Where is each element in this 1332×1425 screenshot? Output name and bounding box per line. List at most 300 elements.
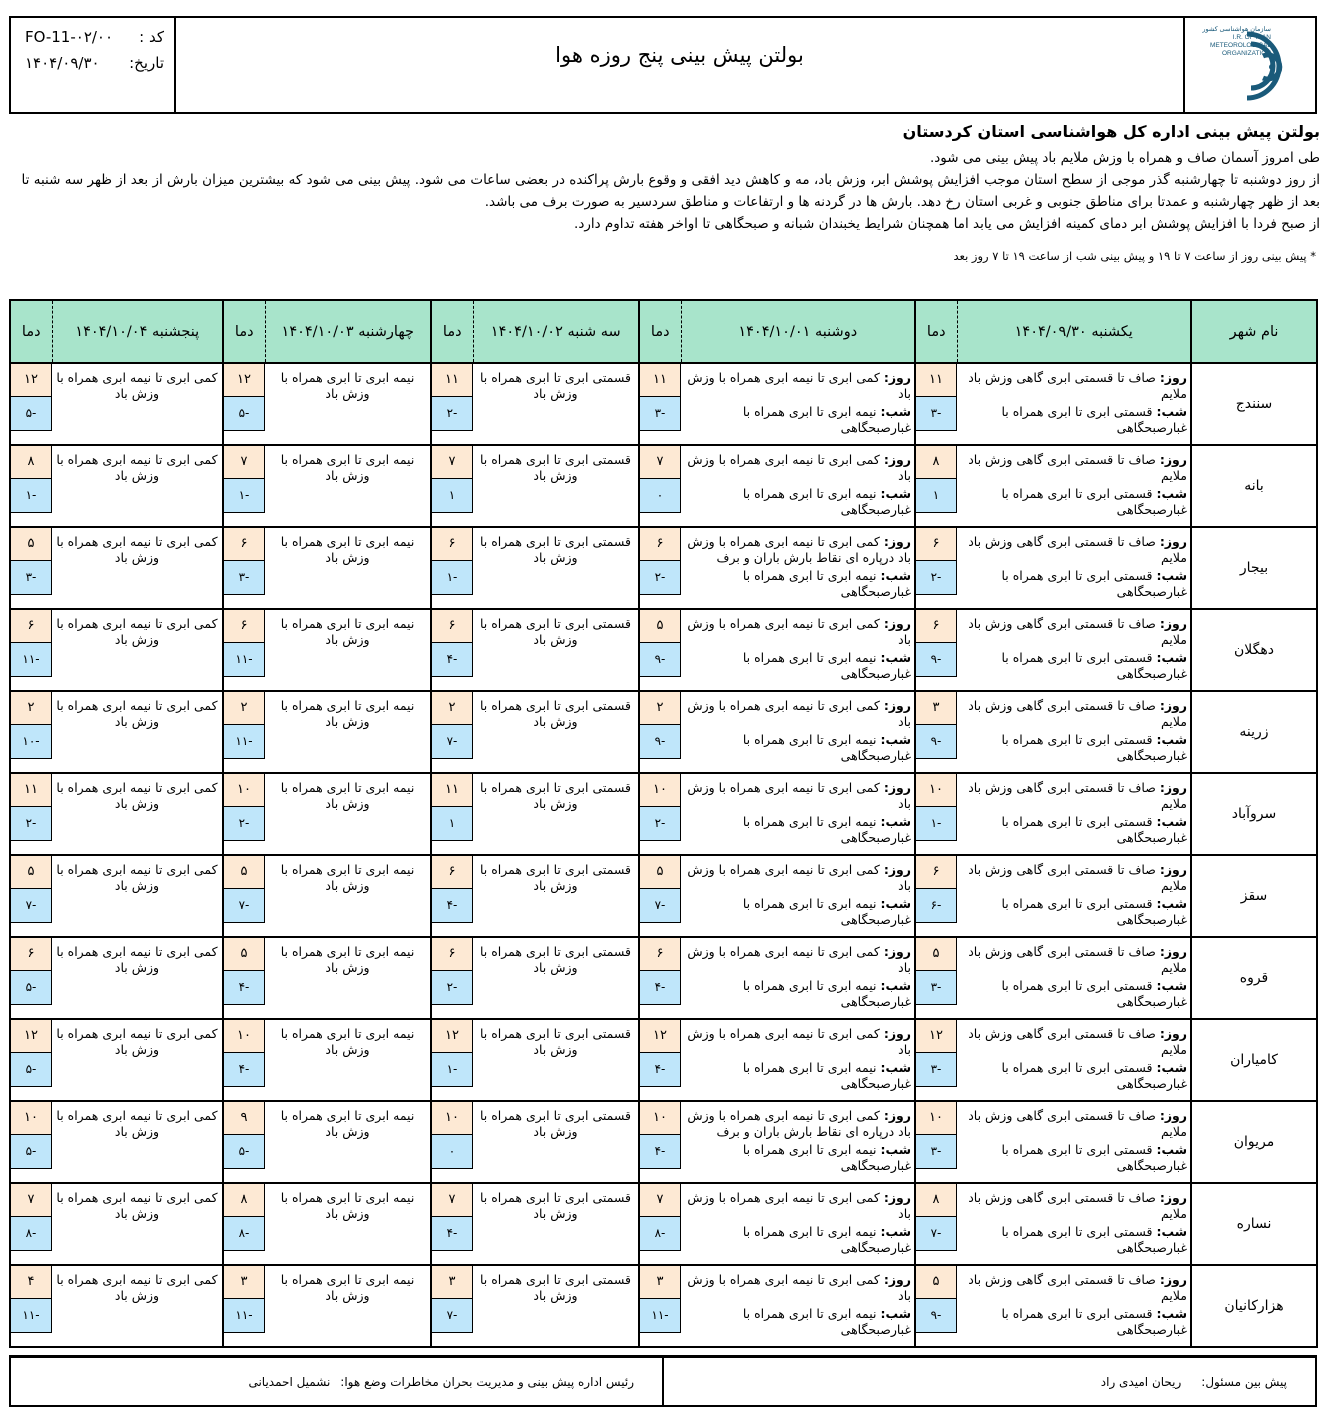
night-forecast <box>685 1142 911 1174</box>
forecast-description <box>957 773 1191 855</box>
temperature-cell <box>915 609 957 691</box>
temperature-cell <box>431 609 473 691</box>
max-temperature: ۴ <box>10 1266 52 1299</box>
day-forecast-text: کمی ابری تا نیمه ابری همراه با وزش باد <box>687 1190 911 1221</box>
bulletin-footer <box>9 1355 1317 1407</box>
max-temperature: ۷ <box>431 1184 473 1217</box>
day-forecast <box>685 1272 911 1304</box>
min-temperature: -۴ <box>639 1053 681 1087</box>
night-label: شب: <box>1156 978 1187 993</box>
day-label: روز: <box>1159 862 1187 877</box>
forecast-text: قسمتی ابری تا ابری همراه با وزش باد <box>480 1026 631 1057</box>
forecast-text: نیمه ابری تا ابری همراه با وزش باد <box>280 1108 415 1139</box>
min-temperature: -۷ <box>10 889 52 923</box>
forecast-text: کمی ابری تا نیمه ابری همراه با وزش باد <box>56 862 218 893</box>
min-temperature: -۴ <box>431 889 473 923</box>
day-label: روز: <box>1159 944 1187 959</box>
forecast-text: کمی ابری تا نیمه ابری همراه با وزش باد <box>56 370 218 401</box>
temp-column-header: دما <box>915 300 957 363</box>
night-label: شب: <box>1156 814 1187 829</box>
day-label: روز: <box>883 616 911 631</box>
min-temperature: -۵ <box>10 971 52 1005</box>
temperature-cell <box>223 1183 265 1265</box>
temperature-cell <box>639 1183 681 1265</box>
night-label: شب: <box>880 1060 911 1075</box>
temperature-cell <box>915 1101 957 1183</box>
day-label: روز: <box>1159 452 1187 467</box>
temperature-cell <box>223 1265 265 1347</box>
max-temperature: ۹ <box>223 1102 265 1135</box>
forecast-description <box>681 609 915 691</box>
night-forecast <box>961 896 1187 928</box>
max-temperature: ۶ <box>915 610 957 643</box>
table-row <box>10 527 1317 609</box>
forecast-description <box>52 363 223 445</box>
night-forecast-text: قسمتی ابری تا ابری همراه با غبارصبحگاهی <box>1001 1142 1187 1173</box>
forecast-description <box>52 937 223 1019</box>
forecast-text: نیمه ابری تا ابری همراه با وزش باد <box>280 862 415 893</box>
max-temperature: ۱۰ <box>915 774 957 807</box>
temperature-cell <box>10 937 52 1019</box>
forecast-text: کمی ابری تا نیمه ابری همراه با وزش باد <box>56 452 218 483</box>
city-name: بیجار <box>1191 527 1317 609</box>
forecast-description <box>681 363 915 445</box>
max-temperature: ۵ <box>10 856 52 889</box>
temperature-cell <box>10 445 52 527</box>
forecast-text: نیمه ابری تا ابری همراه با وزش باد <box>280 370 415 401</box>
max-temperature: ۶ <box>639 938 681 971</box>
night-forecast-text: قسمتی ابری تا ابری همراه با غبارصبحگاهی <box>1001 732 1187 763</box>
forecaster-signature <box>662 1358 1315 1405</box>
forecast-description <box>52 609 223 691</box>
night-label: شب: <box>1156 896 1187 911</box>
city-name: سقز <box>1191 855 1317 937</box>
head-signature <box>11 1358 662 1405</box>
table-row <box>10 773 1317 855</box>
code-value: FO-11-۰۲/۰۰ <box>25 28 114 46</box>
forecast-text: قسمتی ابری تا ابری همراه با وزش باد <box>480 1272 631 1303</box>
table-row <box>10 363 1317 445</box>
spiral-logo-icon <box>1237 28 1307 104</box>
city-name: سنندج <box>1191 363 1317 445</box>
max-temperature: ۱۲ <box>10 1020 52 1053</box>
day-forecast <box>685 370 911 402</box>
forecast-text: قسمتی ابری تا ابری همراه با وزش باد <box>480 616 631 647</box>
forecast-description <box>473 855 639 937</box>
max-temperature: ۱۰ <box>10 1102 52 1135</box>
forecast-description <box>681 1101 915 1183</box>
max-temperature: ۶ <box>915 856 957 889</box>
night-forecast-text: نیمه ابری تا ابری همراه با غبارصبحگاهی <box>742 732 911 763</box>
forecast-text: قسمتی ابری تا ابری همراه با وزش باد <box>480 534 631 565</box>
min-temperature: ۱ <box>915 479 957 513</box>
forecast-description <box>681 855 915 937</box>
temperature-cell <box>915 855 957 937</box>
day-label: روز: <box>883 780 911 795</box>
max-temperature: ۱۱ <box>431 364 473 397</box>
forecast-description <box>473 773 639 855</box>
day-forecast <box>685 1026 911 1058</box>
min-temperature: -۴ <box>431 1217 473 1251</box>
night-forecast-text: نیمه ابری تا ابری همراه با غبارصبحگاهی <box>742 1306 911 1337</box>
min-temperature: -۱۱ <box>223 725 265 759</box>
day-forecast-text: کمی ابری تا نیمه ابری همراه با وزش باد <box>687 698 911 729</box>
night-label: شب: <box>880 1224 911 1239</box>
temperature-cell <box>639 691 681 773</box>
temperature-cell <box>223 527 265 609</box>
table-row <box>10 937 1317 1019</box>
max-temperature: ۳ <box>639 1266 681 1299</box>
min-temperature: ۰ <box>431 1135 473 1169</box>
max-temperature: ۲ <box>10 692 52 725</box>
city-name: هزارکانیان <box>1191 1265 1317 1347</box>
night-label: شب: <box>880 650 911 665</box>
night-forecast <box>685 1306 911 1338</box>
night-forecast <box>961 1142 1187 1174</box>
temperature-cell <box>223 1019 265 1101</box>
temperature-cell <box>223 691 265 773</box>
temperature-cell <box>639 363 681 445</box>
temperature-cell <box>431 1019 473 1101</box>
forecast-description <box>473 691 639 773</box>
max-temperature: ۵ <box>223 938 265 971</box>
day-forecast-text: کمی ابری تا نیمه ابری همراه با وزش باد <box>687 944 911 975</box>
night-forecast <box>961 732 1187 764</box>
night-forecast-text: قسمتی ابری تا ابری همراه با غبارصبحگاهی <box>1001 1224 1187 1255</box>
intro-paragraph: از صبح فردا با افزایش پوشش ابر دمای کمینه افزایش می یابد اما همچنان شرایط یخبندان شبانه و صبحگاهی تا اواخر هفته تداوم دارد. <box>574 216 1320 232</box>
min-temperature: -۵ <box>223 1135 265 1169</box>
max-temperature: ۱۱ <box>10 774 52 807</box>
night-label: شب: <box>1156 1142 1187 1157</box>
day-forecast-text: صاف تا قسمتی ابری گاهی وزش باد ملایم <box>968 1272 1187 1303</box>
temperature-cell <box>639 1265 681 1347</box>
forecast-description <box>957 1101 1191 1183</box>
temperature-cell <box>639 445 681 527</box>
night-label: شب: <box>880 404 911 419</box>
min-temperature: -۱۱ <box>639 1299 681 1333</box>
max-temperature: ۳ <box>431 1266 473 1299</box>
day-forecast-text: صاف تا قسمتی ابری گاهی وزش باد ملایم <box>968 944 1187 975</box>
min-temperature: -۳ <box>223 561 265 595</box>
min-temperature: -۴ <box>639 971 681 1005</box>
forecast-text: نیمه ابری تا ابری همراه با وزش باد <box>280 452 415 483</box>
min-temperature: -۳ <box>639 397 681 431</box>
date-value: ۱۴۰۴/۰۹/۳۰ <box>25 54 100 72</box>
night-forecast <box>961 568 1187 600</box>
max-temperature: ۵ <box>223 856 265 889</box>
min-temperature: -۹ <box>639 643 681 677</box>
night-forecast <box>685 404 911 436</box>
temperature-cell <box>431 937 473 1019</box>
max-temperature: ۱۰ <box>223 1020 265 1053</box>
city-name: دهگلان <box>1191 609 1317 691</box>
min-temperature: -۳ <box>10 561 52 595</box>
city-name: زرینه <box>1191 691 1317 773</box>
day-label: روز: <box>883 370 911 385</box>
forecast-text: کمی ابری تا نیمه ابری همراه با وزش باد <box>56 780 218 811</box>
forecast-text: کمی ابری تا نیمه ابری همراه با وزش باد <box>56 698 218 729</box>
forecast-description <box>265 1265 431 1347</box>
max-temperature: ۸ <box>915 446 957 479</box>
max-temperature: ۱۲ <box>10 364 52 397</box>
forecast-description <box>957 691 1191 773</box>
city-column-header: نام شهر <box>1191 300 1317 363</box>
day-column-header: یکشنبه ۱۴۰۴/۰۹/۳۰ <box>957 300 1191 363</box>
forecast-text: قسمتی ابری تا ابری همراه با وزش باد <box>480 1190 631 1221</box>
day-label: روز: <box>1159 780 1187 795</box>
forecast-text: قسمتی ابری تا ابری همراه با وزش باد <box>480 780 631 811</box>
max-temperature: ۱۲ <box>639 1020 681 1053</box>
max-temperature: ۱۰ <box>431 1102 473 1135</box>
max-temperature: ۷ <box>10 1184 52 1217</box>
temperature-cell <box>915 363 957 445</box>
temp-column-header: دما <box>223 300 265 363</box>
city-name: کامیاران <box>1191 1019 1317 1101</box>
night-label: شب: <box>1156 568 1187 583</box>
night-label: شب: <box>1156 1306 1187 1321</box>
day-forecast <box>961 534 1187 566</box>
forecast-description <box>681 691 915 773</box>
night-forecast-text: نیمه ابری تا ابری همراه با غبارصبحگاهی <box>742 1060 911 1091</box>
max-temperature: ۸ <box>10 446 52 479</box>
forecast-text: نیمه ابری تا ابری همراه با وزش باد <box>280 616 415 647</box>
day-forecast <box>685 1108 911 1140</box>
max-temperature: ۶ <box>431 610 473 643</box>
day-forecast-text: صاف تا قسمتی ابری گاهی وزش باد ملایم <box>968 1190 1187 1221</box>
day-label: روز: <box>1159 370 1187 385</box>
day-forecast-text: صاف تا قسمتی ابری گاهی وزش باد ملایم <box>968 698 1187 729</box>
min-temperature: -۱۱ <box>223 1299 265 1333</box>
temperature-cell <box>10 773 52 855</box>
min-temperature: -۲ <box>639 561 681 595</box>
temperature-cell <box>223 363 265 445</box>
forecast-description <box>473 445 639 527</box>
max-temperature: ۷ <box>431 446 473 479</box>
forecast-description <box>473 1101 639 1183</box>
day-forecast <box>961 698 1187 730</box>
temp-column-header: دما <box>431 300 473 363</box>
night-forecast-text: نیمه ابری تا ابری همراه با غبارصبحگاهی <box>742 404 911 435</box>
max-temperature: ۶ <box>431 856 473 889</box>
day-forecast-text: کمی ابری تا نیمه ابری همراه با وزش باد <box>687 616 911 647</box>
city-name: سروآباد <box>1191 773 1317 855</box>
max-temperature: ۲ <box>431 692 473 725</box>
max-temperature: ۱۲ <box>915 1020 957 1053</box>
forecast-description <box>681 445 915 527</box>
forecast-description <box>52 1101 223 1183</box>
temperature-cell <box>223 609 265 691</box>
max-temperature: ۱۱ <box>431 774 473 807</box>
max-temperature: ۱۱ <box>639 364 681 397</box>
forecast-text: کمی ابری تا نیمه ابری همراه با وزش باد <box>56 1190 218 1221</box>
day-label: روز: <box>883 1026 911 1041</box>
night-label: شب: <box>880 978 911 993</box>
day-label: روز: <box>1159 534 1187 549</box>
night-forecast-text: قسمتی ابری تا ابری همراه با غبارصبحگاهی <box>1001 1060 1187 1091</box>
forecast-table <box>9 299 1318 1348</box>
forecast-description <box>473 1019 639 1101</box>
table-row <box>10 691 1317 773</box>
min-temperature: ۱ <box>431 807 473 841</box>
day-forecast-text: صاف تا قسمتی ابری گاهی وزش باد ملایم <box>968 534 1187 565</box>
temperature-cell <box>639 855 681 937</box>
forecast-description <box>52 773 223 855</box>
temperature-cell <box>639 773 681 855</box>
night-label: شب: <box>1156 650 1187 665</box>
document-meta <box>11 18 176 112</box>
max-temperature: ۱۲ <box>223 364 265 397</box>
table-row <box>10 1019 1317 1101</box>
forecast-description <box>681 773 915 855</box>
forecast-text: قسمتی ابری تا ابری همراه با وزش باد <box>480 370 631 401</box>
min-temperature: -۸ <box>223 1217 265 1251</box>
temperature-cell <box>915 691 957 773</box>
night-forecast-text: نیمه ابری تا ابری همراه با غبارصبحگاهی <box>742 1142 911 1173</box>
forecast-text: نیمه ابری تا ابری همراه با وزش باد <box>280 944 415 975</box>
forecast-description <box>52 1265 223 1347</box>
day-label: روز: <box>1159 1190 1187 1205</box>
temp-column-header: دما <box>10 300 52 363</box>
forecast-description <box>957 1019 1191 1101</box>
max-temperature: ۷ <box>639 1184 681 1217</box>
max-temperature: ۶ <box>10 938 52 971</box>
intro-heading: بولتن پیش بینی اداره کل هواشناسی استان کردستان <box>902 122 1320 141</box>
min-temperature: -۱۱ <box>10 1299 52 1333</box>
temperature-cell <box>431 527 473 609</box>
min-temperature: -۱۰ <box>10 725 52 759</box>
forecast-text: نیمه ابری تا ابری همراه با وزش باد <box>280 1272 415 1303</box>
temp-column-header: دما <box>639 300 681 363</box>
night-forecast <box>961 814 1187 846</box>
day-label: روز: <box>883 452 911 467</box>
day-forecast <box>961 1190 1187 1222</box>
temperature-cell <box>639 527 681 609</box>
forecast-text: کمی ابری تا نیمه ابری همراه با وزش باد <box>56 1026 218 1057</box>
forecast-description <box>957 445 1191 527</box>
forecast-description <box>681 937 915 1019</box>
day-label: روز: <box>883 1108 911 1123</box>
forecast-text: قسمتی ابری تا ابری همراه با وزش باد <box>480 452 631 483</box>
min-temperature: -۷ <box>431 725 473 759</box>
night-label: شب: <box>880 486 911 501</box>
min-temperature: -۷ <box>223 889 265 923</box>
night-label: شب: <box>1156 404 1187 419</box>
night-forecast-text: نیمه ابری تا ابری همراه با غبارصبحگاهی <box>742 814 911 845</box>
min-temperature: ۰ <box>639 479 681 513</box>
forecast-text: قسمتی ابری تا ابری همراه با وزش باد <box>480 1108 631 1139</box>
forecast-text: کمی ابری تا نیمه ابری همراه با وزش باد <box>56 616 218 647</box>
day-forecast <box>685 944 911 976</box>
night-forecast-text: قسمتی ابری تا ابری همراه با غبارصبحگاهی <box>1001 978 1187 1009</box>
max-temperature: ۱۰ <box>639 774 681 807</box>
day-forecast <box>961 1272 1187 1304</box>
day-forecast-text: صاف تا قسمتی ابری گاهی وزش باد ملایم <box>968 452 1187 483</box>
day-forecast <box>961 452 1187 484</box>
forecast-time-note: * پیش بینی روز از ساعت ۷ تا ۱۹ و پیش بینی شب از ساعت ۱۹ تا ۷ روز بعد <box>953 249 1316 263</box>
forecast-description <box>473 609 639 691</box>
min-temperature: -۴ <box>639 1135 681 1169</box>
max-temperature: ۵ <box>639 610 681 643</box>
night-forecast <box>961 1224 1187 1256</box>
page-title: بولتن پیش بینی پنج روزه هوا <box>176 18 1185 112</box>
day-forecast-text: کمی ابری تا نیمه ابری همراه با وزش باد <box>687 1272 911 1303</box>
temperature-cell <box>10 527 52 609</box>
max-temperature: ۵ <box>10 528 52 561</box>
max-temperature: ۵ <box>639 856 681 889</box>
forecast-text: نیمه ابری تا ابری همراه با وزش باد <box>280 780 415 811</box>
night-forecast-text: قسمتی ابری تا ابری همراه با غبارصبحگاهی <box>1001 568 1187 599</box>
logo-line: ORGANIZATION <box>1222 50 1271 57</box>
min-temperature: ۱ <box>431 479 473 513</box>
temperature-cell <box>639 1101 681 1183</box>
forecaster-name: ریحان امیدی راد <box>1100 1374 1182 1389</box>
day-column-header: پنجشنبه ۱۴۰۴/۱۰/۰۴ <box>52 300 223 363</box>
max-temperature: ۸ <box>223 1184 265 1217</box>
logo-line: METEOROLOGICAL <box>1209 42 1271 49</box>
max-temperature: ۶ <box>431 938 473 971</box>
forecast-table-body <box>10 363 1317 1347</box>
forecast-text: کمی ابری تا نیمه ابری همراه با وزش باد <box>56 944 218 975</box>
night-forecast <box>961 1306 1187 1338</box>
night-forecast-text: قسمتی ابری تا ابری همراه با غبارصبحگاهی <box>1001 650 1187 681</box>
code-label: کد : <box>139 28 164 46</box>
min-temperature: -۲ <box>431 971 473 1005</box>
day-label: روز: <box>883 1190 911 1205</box>
forecast-description <box>265 1019 431 1101</box>
min-temperature: -۱ <box>223 479 265 513</box>
forecast-text: کمی ابری تا نیمه ابری همراه با وزش باد <box>56 534 218 565</box>
max-temperature: ۳ <box>915 692 957 725</box>
night-forecast <box>685 1224 911 1256</box>
night-forecast-text: نیمه ابری تا ابری همراه با غبارصبحگاهی <box>742 650 911 681</box>
day-label: روز: <box>883 534 911 549</box>
min-temperature: -۱ <box>431 561 473 595</box>
min-temperature: -۷ <box>915 1217 957 1251</box>
max-temperature: ۵ <box>915 938 957 971</box>
date-label: تاریخ: <box>129 54 164 72</box>
forecast-description <box>681 1019 915 1101</box>
forecast-description <box>957 1183 1191 1265</box>
min-temperature: -۵ <box>10 397 52 431</box>
temperature-cell <box>10 855 52 937</box>
night-forecast <box>685 732 911 764</box>
temperature-cell <box>431 363 473 445</box>
forecast-text: کمی ابری تا نیمه ابری همراه با وزش باد <box>56 1108 218 1139</box>
forecast-description <box>52 691 223 773</box>
max-temperature: ۱۱ <box>915 364 957 397</box>
max-temperature: ۶ <box>639 528 681 561</box>
city-name: قروه <box>1191 937 1317 1019</box>
temperature-cell <box>431 855 473 937</box>
forecast-description <box>52 1019 223 1101</box>
temperature-cell <box>223 937 265 1019</box>
night-label: شب: <box>880 732 911 747</box>
forecaster-label: پیش بین مسئول: <box>1201 1374 1287 1389</box>
night-label: شب: <box>1156 1224 1187 1239</box>
forecast-description <box>265 609 431 691</box>
min-temperature: -۷ <box>431 1299 473 1333</box>
forecast-description <box>265 855 431 937</box>
temperature-cell <box>223 773 265 855</box>
min-temperature: -۲ <box>639 807 681 841</box>
night-forecast <box>685 1060 911 1092</box>
day-label: روز: <box>883 862 911 877</box>
temperature-cell <box>10 691 52 773</box>
day-forecast <box>685 616 911 648</box>
day-column-header: چهارشنبه ۱۴۰۴/۱۰/۰۳ <box>265 300 431 363</box>
min-temperature: -۴ <box>223 971 265 1005</box>
intro-paragraph: از روز دوشنبه تا چهارشنبه گذر موجی از سطح استان موجب افزایش پوشش ابر، وزش باد، مه و کاهش دید افقی و وقوع بارش پراکنده در بعضی ساعات می شود. پیش بینی می شود که بیشترین میزان بارش از بعد از ظهر سه شنبه تا بعد از ظهر چهارشنبه و عمدتا برای مناطق جنوبی و غربی استان رخ دهد. بارش ها در گردنه ها و ارتفاعات و مناطق سردسیر به صورت برف می باشد. <box>21 172 1320 210</box>
